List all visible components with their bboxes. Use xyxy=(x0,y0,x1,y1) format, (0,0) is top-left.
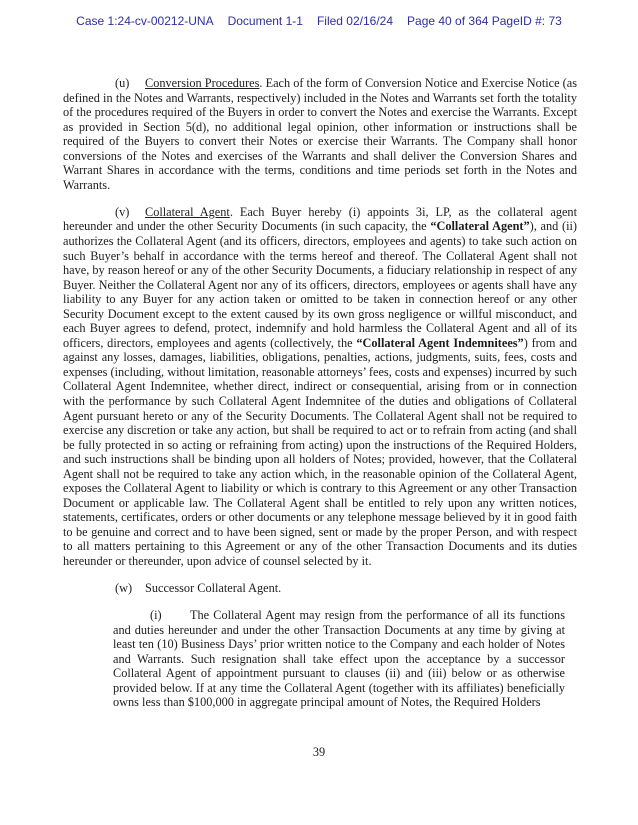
case-header xyxy=(0,14,638,28)
section-heading-u: Conversion Procedures xyxy=(145,76,260,90)
filed-date: Filed 02/16/24 xyxy=(316,14,394,28)
paragraph-u xyxy=(63,76,577,192)
section-label-w: (w) xyxy=(115,581,133,596)
paragraph-u-text: . Each of the form of Conversion Notice and Exercise Notice (as defined in the Notes and Warrants, respectively) included in the Notes and Warrants set forth the totality of the procedures required of the Buyers in order to convert the Notes and exercise the Warrants. Except as provided in Section 5(d), no additional legal opinion, other information or instructions shall be required of the Buyers to convert their Notes or exercise their Warrants. The Company shall honor conversions of the Notes and exercises of the Warrants and shall deliver the Conversion Shares and Warrant Shares in accordance with the terms, conditions and time periods set forth in the Notes and Warrants. xyxy=(63,76,577,192)
page-of-pageid: Page 40 of 364 PageID #: 73 xyxy=(407,14,562,28)
defined-term-collateral-agent-indemnitees: “Collateral Agent Indemnitees” xyxy=(356,335,524,350)
paragraph-w-i xyxy=(113,608,565,710)
section-heading-w: Successor Collateral Agent. xyxy=(145,581,282,596)
clause-label-i: (i) xyxy=(150,608,162,623)
paragraph-v-text-1: . Each Buyer hereby (i) appoints 3i, LP, as the collateral agent hereunder and under the other Security Documents (in such capacity, the xyxy=(63,204,577,234)
defined-term-collateral-agent: “Collateral Agent” xyxy=(430,219,530,234)
section-label-v: (v) xyxy=(115,204,130,219)
paragraph-v-text-2: ), and (ii) authorizes the Collateral Agent (and its officers, directors, employees and agents) to take such action on such Buyer’s behalf in accordance with the terms hereof and thereof. The Collateral Agent shall not have, by reason hereof or any of the other Security Documents, a fiduciary relationship in respect of any Buyer. Neither the Collateral Agent nor any of its officers, directors, employees or agents shall have any liability to any Buyer for any action taken or omitted to be taken in connection hereof or any other Security Document except to the extent caused by its own gross negligence or willful misconduct, and each Buyer agrees to defend, protect, indemnify and hold harmless the Collateral Agent and all of its officers, directors, employees and agents (collectively, the xyxy=(63,219,577,350)
paragraph-v-text-3: ) from and against any losses, damages, liabilities, obligations, penalties, actions, judgments, suits, fees, costs and expenses (including, without limitation, reasonable attorneys’ fees, costs and expenses) incurred by such Collateral Agent Indemnitee, whether direct, indirect or consequential, arising from or in connection with the performance by such Collateral Agent Indemnitee of the duties and obligations of Collateral Agent pursuant hereto or any of the Security Documents. The Collateral Agent shall not be required to exercise any discretion or take any action, but shall be required to act or to refrain from acting (and shall be fully protected in so acting or refraining from acting) upon the instructions of the Required Holders, and such instructions shall be binding upon all holders of Notes; provided, however, that the Collateral Agent shall not be required to take any action which, in the reasonable opinion of the Collateral Agent, exposes the Collateral Agent to liability or which is contrary to this Agreement or any other Transaction Document or applicable law. The Collateral Agent shall be entitled to rely upon any written notices, statements, certificates, orders or other documents or any telephone message believed by it in good faith to be genuine and correct and to have been signed, sent or made by the proper Person, and with respect to all matters pertaining to this Agreement or any of the other Transaction Documents and its duties hereunder or thereunder, upon advice of counsel selected by it. xyxy=(63,335,577,568)
document-body xyxy=(63,76,577,722)
case-number: Case 1:24-cv-00212-UNA xyxy=(76,14,214,28)
paragraph-w xyxy=(63,581,577,596)
paragraph-w-i-text: The Collateral Agent may resign from the performance of all its functions and duties hereunder and under the other Transaction Documents at any time by giving at least ten (10) Business Days’ prior written notice to the Company and each holder of Notes and Warrants. Such resignation shall take effect upon the acceptance by a successor Collateral Agent of appointment pursuant to clauses (ii) and (iii) below or as otherwise provided below. If at any time the Collateral Agent (together with its affiliates) beneficially owns less than $100,000 in aggregate principal amount of Notes, the Required Holders xyxy=(113,608,565,710)
paragraph-v xyxy=(63,205,577,569)
page-number: 39 xyxy=(312,745,326,759)
section-label-u: (u) xyxy=(115,76,130,90)
section-heading-v: Collateral Agent xyxy=(145,204,230,219)
document-number: Document 1-1 xyxy=(227,14,303,28)
